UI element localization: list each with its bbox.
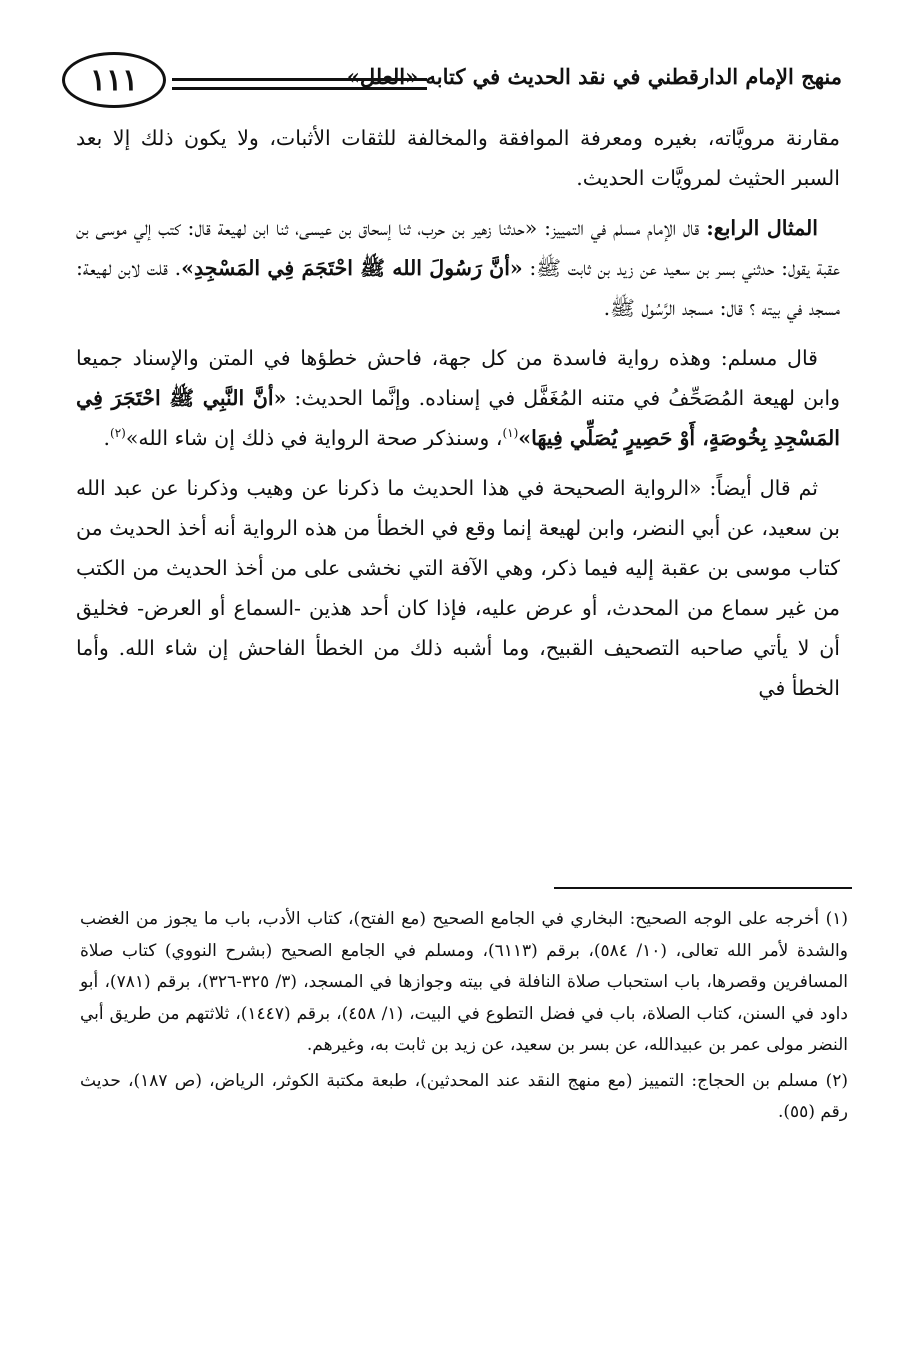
- footnotes: [80, 904, 848, 1133]
- page-header: [62, 52, 842, 110]
- hadith-quote-2: «أنَّ النَّبِي ﷺ احْتَجَرَ فِي المَسْجِدِ بِخُوصَةٍ، أَوْ حَصِيرٍ يُصَلِّي فِيهَا»: [76, 386, 840, 450]
- hadith-quote-1: «أنَّ رَسُولَ الله ﷺ احْتَجَمَ فِي المَسْجِدِ»: [181, 256, 523, 280]
- paragraph-2-text: قال الإمام مسلم في التمييز: «حدثنا زهير بن حرب، ثنا إسحاق بن عيسى، ثنا ابن لهيعة قال: كتب إلي موسى بن عقبة يقول: حدثني بسر بن سعيد عن زيد بن ثابت ﷺ:: [76, 216, 841, 280]
- paragraph-2-tail: . قلت لابن لهيعة: مسجد في بيته ؟ قال: مسجد الرَّسُول ﷺ.: [76, 256, 840, 320]
- paragraph-3-end: .: [103, 426, 110, 450]
- footnote-text: أخرجه على الوجه الصحيح: البخاري في الجامع الصحيح (مع الفتح)، كتاب الأدب، باب ما يجوز من الغضب والشدة لأمر الله تعالى، (١٠/ ٥٨٤)، برقم (٦١١٣)، ومسلم في الجامع الصحيح (بشرح النووي) كتاب صلاة المسافرين وقصرها، باب استحباب صلاة النافلة في بيته وجوازها في المسجد، (٣/ ٣٢٥-٣٢٦)، برقم (٧٨١)، أبو داود في السنن، كتاب الصلاة، باب في فضل التطوع في البيت، (١/ ٤٥٨)، برقم (١٤٤٧)، ثلاثتهم من طريق أبي النضر مولى عمر بن عبيدالله، عن بسر بن سعيد، عن زيد بن ثابت به، وغيرهم.: [80, 909, 848, 1055]
- footnote-number: (١): [825, 909, 848, 929]
- paragraph-1: مقارنة مرويَّاته، بغيره ومعرفة الموافقة والمخالفة للثقات الأثبات، ولا يكون ذلك إلا بعد السبر الحثيث لمرويَّات الحديث.: [76, 126, 840, 190]
- main-text: [76, 118, 840, 718]
- footnote-2: [80, 1066, 848, 1129]
- footnote-1: [80, 904, 848, 1062]
- paragraph-2: [76, 208, 840, 328]
- paragraph-4: ثم قال أيضاً: «الرواية الصحيحة في هذا الحديث ما ذكرنا عن وهيب وذكرنا عن عبد الله بن سعيد، عن أبي النضر، وابن لهيعة إنما وقع في الخطأ من هذه الرواية أنه أخذ الحديث من كتاب موسى بن عقبة إليه فيما ذكر، وهي الآفة التي نخشى على من أخذ الحديث من الكتب من غير سماع من المحدث، أو عرض عليه، فإذا كان أحد هذين -السماع أو العرض- فخليق أن لا يأتي صاحبه التصحيف القبيح، وما أشبه ذلك من الخطأ الفاحش إن شاء الله. وأما الخطأ في: [76, 476, 840, 700]
- page-number-oval: ١١١: [62, 52, 166, 108]
- header-double-rule: [172, 78, 427, 90]
- footnote-separator: [554, 887, 852, 889]
- footnote-ref-2[interactable]: (٢): [110, 426, 126, 441]
- footnote-number: (٢): [825, 1070, 848, 1091]
- footnote-ref-1[interactable]: (١): [502, 426, 519, 441]
- paragraph-3-text: قال مسلم: وهذه رواية فاسدة من كل جهة، فاحش خطؤها في المتن والإسناد جميعا وابن لهيعة المُصَحِّفُ في متنه المُغَفَّل في إسناده. وإنَّما الحديث:: [76, 346, 840, 410]
- example-label: المثال الرابع:: [706, 216, 818, 240]
- running-title: منهج الإمام الدارقطني في نقد الحديث في كتابه «العلل»: [346, 64, 842, 89]
- paragraph-3: [76, 338, 840, 458]
- paragraph-3-tail: ، وسنذكر صحة الرواية في ذلك إن شاء الله»: [125, 426, 503, 450]
- footnote-text: مسلم بن الحجاج: التمييز (مع منهج النقد عند المحدثين)، طبعة مكتبة الكوثر، الرياض، (ص ١٨٧)، حديث رقم (٥٥).: [80, 1070, 848, 1122]
